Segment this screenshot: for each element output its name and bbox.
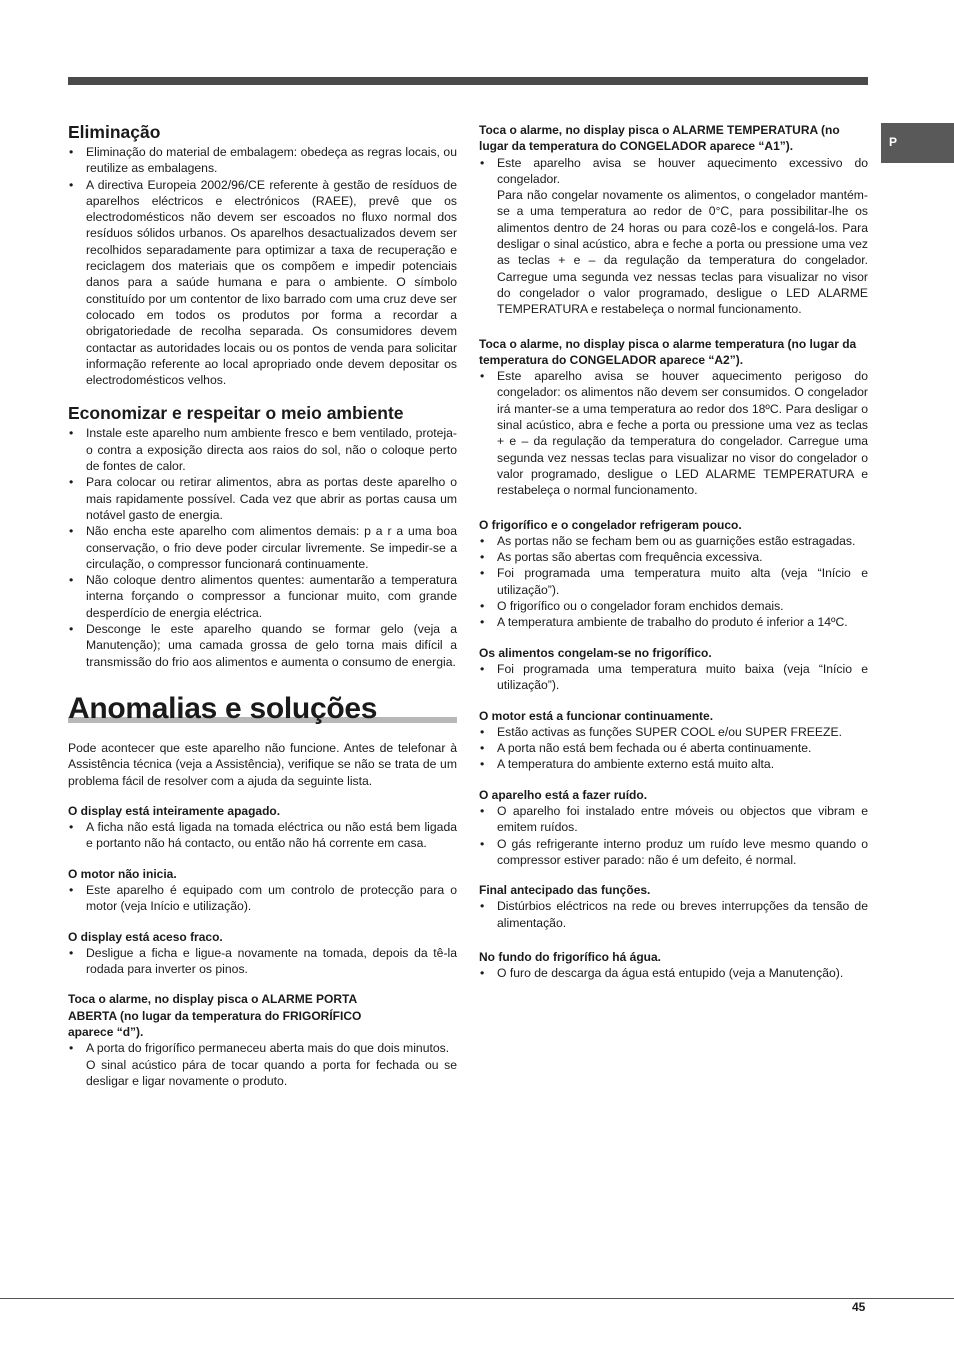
problem-heading: Toca o alarme, no display pisca o alarme temperatura (no lugar da temperatura do CONGELADOR aparece “A2”). <box>479 336 857 367</box>
problem-heading: Toca o alarme, no display pisca o ALARME TEMPERATURA (no lugar da temperatura do CONGELADOR aparece “A1”). <box>479 123 840 154</box>
list-item: • A porta não está bem fechada ou é aberta continuamente. <box>479 740 868 756</box>
list-item: • As portas não se fecham bem ou as guarnições estão estragadas. <box>479 533 868 549</box>
page-number: 45 <box>852 1300 866 1314</box>
list-item: • O frigorífico ou o congelador foram enchidos demais. <box>479 598 868 614</box>
problem-heading: No fundo do frigorífico há água. <box>479 950 661 965</box>
list-item: • Estão activas as funções SUPER COOL e/ou SUPER FREEZE. <box>479 724 868 740</box>
problem-list <box>68 882 457 915</box>
problem-list <box>479 533 868 631</box>
list-item: • Este aparelho avisa se houver aquecimento excessivo do congelador. <box>479 155 868 188</box>
problem-heading: Toca o alarme, no display pisca o ALARME PORTA ABERTA (no lugar da temperatura do FRIGORÍFICO aparece “d”). <box>68 992 362 1040</box>
list-item: • A directiva Europeia 2002/96/CE referente à gestão de resíduos de aparelhos eléctricos e electrónicos (RAEE), prevê que os electrodomésticos não devem ser escoados no fluxo normal dos resíduos sólidos urbanos. Os aparelhos desactualizados devem ser recolhidos separadamente para optimizar a taxa de recuperação e reciclagem dos materiais que os compõem e impedir potenciais danos para a saúde humana e para o ambiente. O símbolo constituído por um contentor de lixo barrado com uma cruz deve ser colocado em todos os produtos por forma a recordar a obrigatoriedade de recolha separada. Os consumidores devem contactar as autoridades locais ou os pontos de venda para solicitar informação referente ao local apropriado onde devem depositar os electrodomésticos velhos. <box>68 177 457 389</box>
list-item: • Foi programada uma temperatura muito baixa (veja “Início e utilização”). <box>479 661 868 694</box>
problem-list <box>68 945 457 978</box>
problem-list <box>68 819 457 852</box>
problem-list <box>68 1040 457 1056</box>
problem-list <box>479 661 868 694</box>
section-title-economizar: Economizar e respeitar o meio ambiente <box>68 403 404 424</box>
problem-heading: O frigorífico e o congelador refrigeram pouco. <box>479 517 742 532</box>
problem-heading: O aparelho está a fazer ruído. <box>479 787 648 802</box>
list-item: • Não coloque dentro alimentos quentes: aumentarão a temperatura interna forçando o compressor a funcionar muito, com grande desperdício de energia eléctrica. <box>68 572 457 621</box>
header-rule <box>68 77 868 85</box>
list-item: • Eliminação do material de embalagem: obedeça as regras locais, ou reutilize as embalagens. <box>68 144 457 177</box>
section-title-eliminacao: Eliminação <box>68 122 161 142</box>
list-item: • Este aparelho é equipado com um controlo de protecção para o motor (veja Início e utilização). <box>68 882 457 915</box>
right-column <box>479 122 868 982</box>
problem-list <box>479 368 868 498</box>
problem-heading: Os alimentos congelam-se no frigorífico. <box>479 645 712 660</box>
footer-rule <box>0 1298 954 1299</box>
language-tab <box>881 123 954 163</box>
list-item: • O aparelho foi instalado entre móveis ou objectos que vibram e emitem ruídos. <box>479 803 868 836</box>
list-item: • A porta do frigorífico permaneceu aberta mais do que dois minutos. <box>68 1040 457 1056</box>
problem-list <box>479 898 868 931</box>
intro-paragraph: Pode acontecer que este aparelho não funcione. Antes de telefonar à Assistência técnica (veja a Assistência), verifique se não se trata de um problema fácil de resolver com a ajuda da seguinte lista. <box>68 740 457 788</box>
list-item: • O gás refrigerante interno produz um ruído leve mesmo quando o compressor estiver parado: não é um defeito, é normal. <box>479 836 868 869</box>
anomalias-heading <box>68 692 457 726</box>
list-item: • Desconge le este aparelho quando se formar gelo (veja a Manutenção); uma camada grossa de gelo torna mais difícil a transmissão do frio aos alimentos e aumenta o consumo de energia. <box>68 621 457 670</box>
problem-heading: O motor está a funcionar continuamente. <box>479 708 714 723</box>
continuation-text: O sinal acústico pára de tocar quando a porta for fechada ou se desligar e ligar novamente o produto. <box>86 1057 457 1088</box>
continuation-text: Para não congelar novamente os alimentos, o congelador mantém-se a uma temperatura ao redor de 0°C, para possibilitar-lhe os alimentos dentro de 24 horas ou para cozê-los e congelá-los. Para desligar o sinal acústico, abra e feche a porta ou pressione uma vez as teclas + e – da regulação da temperatura do congelador. Carregue uma segunda vez nessas teclas para visualizar no visor do congelador o valor programado, desligue o LED ALARME TEMPERATURA e restabeleça o normal funcionamento. <box>497 188 868 317</box>
language-tab-label: P <box>889 135 898 149</box>
problem-heading: O display está inteiramente apagado. <box>68 803 281 818</box>
problem-heading: O display está aceso fraco. <box>68 929 223 944</box>
list-item: • A temperatura ambiente de trabalho do produto é inferior a 14ºC. <box>479 614 868 630</box>
problem-list <box>479 724 868 773</box>
left-column <box>68 122 457 1089</box>
list-item: • As portas são abertas com frequência excessiva. <box>479 549 868 565</box>
list-item: • A temperatura do ambiente externo está muito alta. <box>479 756 868 772</box>
list-item: • Distúrbios eléctricos na rede ou breves interrupções da tensão de alimentação. <box>479 898 868 931</box>
problem-heading: Final antecipado das funções. <box>479 883 651 898</box>
problem-list <box>479 965 868 981</box>
eliminacao-list <box>68 144 457 388</box>
list-item: • Para colocar ou retirar alimentos, abra as portas deste aparelho o mais rapidamente possível. Cada vez que abrir as portas causa um notável gasto de energia. <box>68 474 457 523</box>
problem-list <box>479 155 868 188</box>
page-title: Anomalias e soluções <box>68 691 378 725</box>
list-item: • Este aparelho avisa se houver aquecimento perigoso do congelador: os alimentos não devem ser consumidos. O congelador irá manter-se a uma temperatura ao redor dos 18ºC. Para desligar o sinal acústico, abra e feche a porta ou pressione uma vez as teclas + e – da regulação da temperatura do congelador. Carregue uma segunda vez nessas teclas para visualizar no visor do congelador o valor programado, desligue o LED ALARME TEMPERATURA e restabeleça o normal funcionamento. <box>479 368 868 498</box>
list-item: • Foi programada uma temperatura muito alta (veja “Início e utilização”). <box>479 565 868 598</box>
problem-list <box>479 803 868 868</box>
list-item: • Instale este aparelho num ambiente fresco e bem ventilado, proteja-o contra a exposição directa aos raios do sol, não o coloque perto de fontes de calor. <box>68 425 457 474</box>
list-item: • A ficha não está ligada na tomada eléctrica ou não está bem ligada e portanto não há contacto, ou então não há corrente em casa. <box>68 819 457 852</box>
problem-heading: O motor não inicia. <box>68 866 177 881</box>
list-item: • Não encha este aparelho com alimentos demais: p a r a uma boa conservação, o frio deve poder circular livremente. Se impedir-se a circulação, o compressor funcionará continuamente. <box>68 523 457 572</box>
list-item: • Desligue a ficha e ligue-a novamente na tomada, depois da tê-la rodada para inverter os pinos. <box>68 945 457 978</box>
list-item: • O furo de descarga da água está entupido (veja a Manutenção). <box>479 965 868 981</box>
economizar-list <box>68 425 457 669</box>
